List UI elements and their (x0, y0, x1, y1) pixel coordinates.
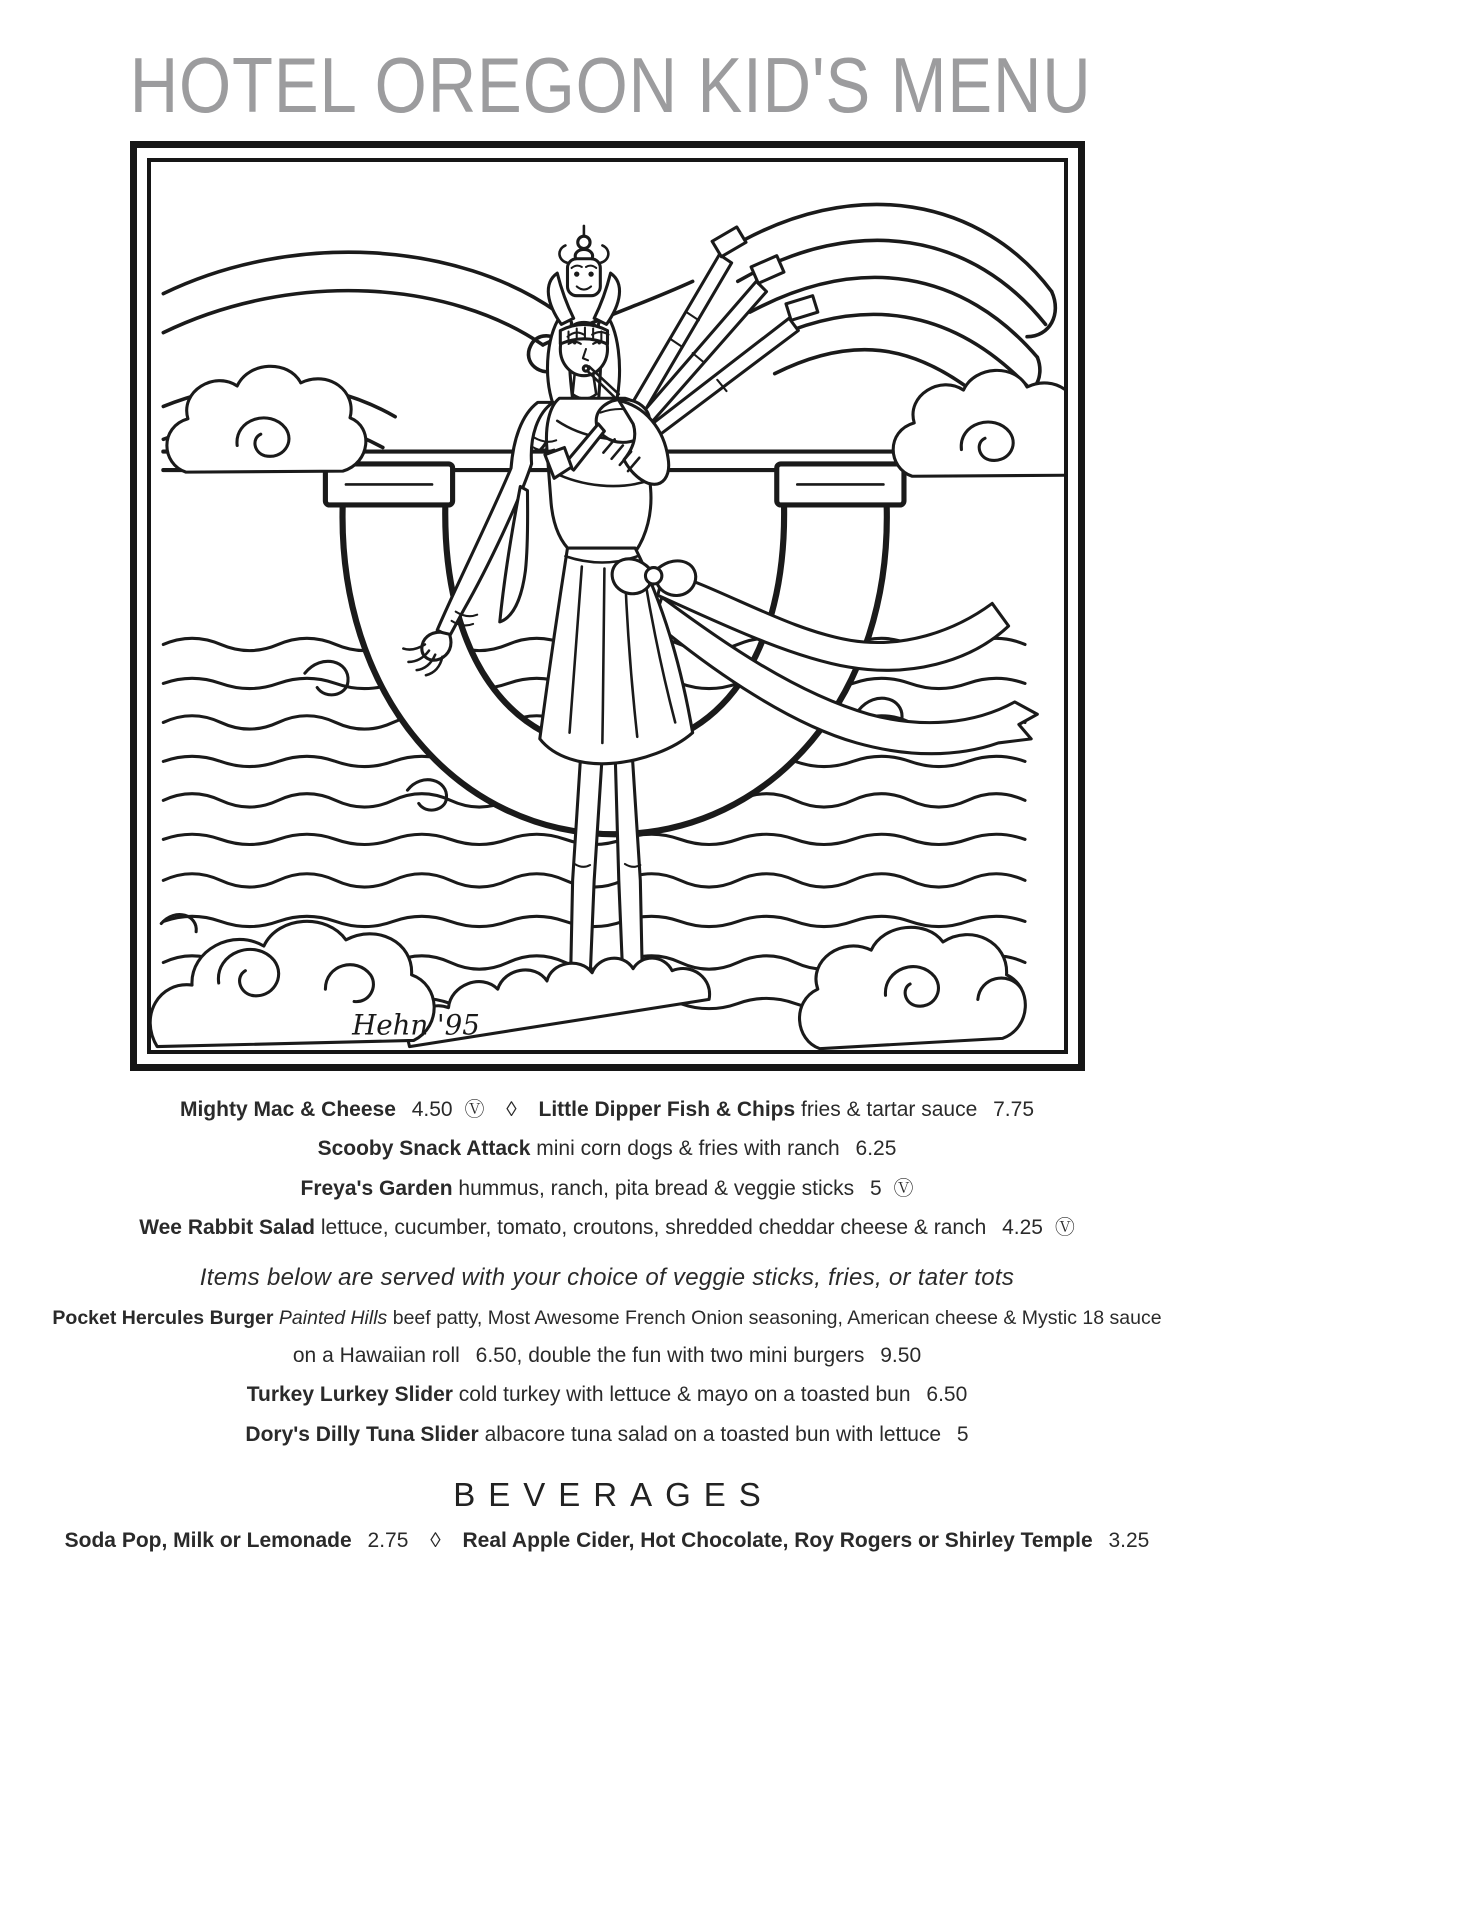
item-desc: hummus, ranch, pita bread & veggie sticks (458, 1176, 855, 1200)
neck (572, 374, 596, 399)
item-price: 6.50, (475, 1344, 523, 1368)
cloud-right (893, 370, 1064, 476)
menu-line-1 (52, 1095, 1162, 1125)
bagpiper-illustration (151, 162, 1064, 1050)
item-desc: albacore tuna salad on a toasted bun with lettuce (484, 1422, 942, 1446)
diamond-divider-icon: ◊ (506, 1098, 517, 1121)
illustration-inner-border (147, 158, 1068, 1054)
menu-line-6 (52, 1380, 1162, 1410)
item-price: 4.25 (1002, 1216, 1043, 1240)
item-price: 7.75 (993, 1098, 1034, 1121)
item-price: 5 (956, 1422, 969, 1446)
item-price: 6.50 (926, 1383, 968, 1407)
page-title: HOTEL OREGON KID'S MENU (129, 41, 1092, 129)
beverages-line (52, 1526, 1162, 1556)
item-name-little-dipper: Little Dipper Fish & Chips (538, 1098, 796, 1121)
item-name-wee-rabbit: Wee Rabbit Salad (139, 1216, 316, 1240)
beverages-heading: BEVERAGES (453, 1476, 774, 1514)
item-name-mighty-mac: Mighty Mac & Cheese (179, 1098, 396, 1121)
item-desc: lettuce, cucumber, tomato, croutons, shredded cheddar cheese & ranch (320, 1216, 987, 1240)
item-name-pocket-hercules: Pocket Hercules Burger (52, 1306, 274, 1329)
illustration-frame (130, 141, 1085, 1071)
item-desc-brand: Painted Hills (278, 1306, 388, 1329)
item-name-turkey-lurkey: Turkey Lurkey Slider (246, 1383, 453, 1407)
item-name-freyas-garden: Freya's Garden (300, 1176, 453, 1200)
item-name-dorys-dilly: Dory's Dilly Tuna Slider (245, 1422, 479, 1446)
item-price: 9.50 (880, 1344, 922, 1368)
item-price: 6.25 (855, 1137, 897, 1161)
vegetarian-icon: Ⓥ (893, 1177, 914, 1200)
beverage-name-cider: Real Apple Cider, Hot Chocolate, Roy Rogers or Shirley Temple (462, 1529, 1093, 1553)
serving-note: Items below are served with your choice of veggie sticks, fries, or tater tots (199, 1263, 1015, 1291)
bagpipe-drones (629, 227, 818, 439)
item-desc: mini corn dogs & fries with ranch (536, 1137, 840, 1161)
item-desc: on a Hawaiian roll (292, 1344, 460, 1368)
cloud-left (166, 366, 365, 472)
menu-line-2 (52, 1134, 1162, 1164)
beverage-name-soda-pop: Soda Pop, Milk or Lemonade (64, 1529, 352, 1553)
menu-line-3 (52, 1174, 1162, 1204)
diamond-divider-icon: ◊ (430, 1529, 441, 1553)
item-name-scooby-snack: Scooby Snack Attack (317, 1137, 531, 1161)
item-desc: beef patty, Most Awesome French Onion seasoning, American cheese & Mystic 18 sauce (392, 1306, 1162, 1329)
beverage-price: 2.75 (367, 1529, 409, 1553)
menu-line-5b (52, 1341, 1162, 1371)
menu-content (52, 40, 1162, 1557)
item-price: 5 (869, 1176, 882, 1200)
item-desc: double the fun with two mini burgers (528, 1344, 865, 1368)
cloud-bank-bottom-right (799, 927, 1025, 1048)
item-desc: cold turkey with lettuce & mayo on a toasted bun (458, 1383, 911, 1407)
beverage-price: 3.25 (1108, 1529, 1150, 1553)
menu-line-7 (52, 1420, 1162, 1450)
vegetarian-icon: Ⓥ (464, 1099, 485, 1121)
artist-signature: Hehn '95 (351, 1008, 480, 1042)
menu-line-4 (52, 1213, 1162, 1243)
item-desc: fries & tartar sauce (801, 1098, 978, 1121)
vegetarian-icon: Ⓥ (1054, 1217, 1075, 1240)
item-price: 4.50 (411, 1098, 453, 1121)
menu-items (52, 1095, 1162, 1557)
menu-line-5a (52, 1304, 1162, 1332)
